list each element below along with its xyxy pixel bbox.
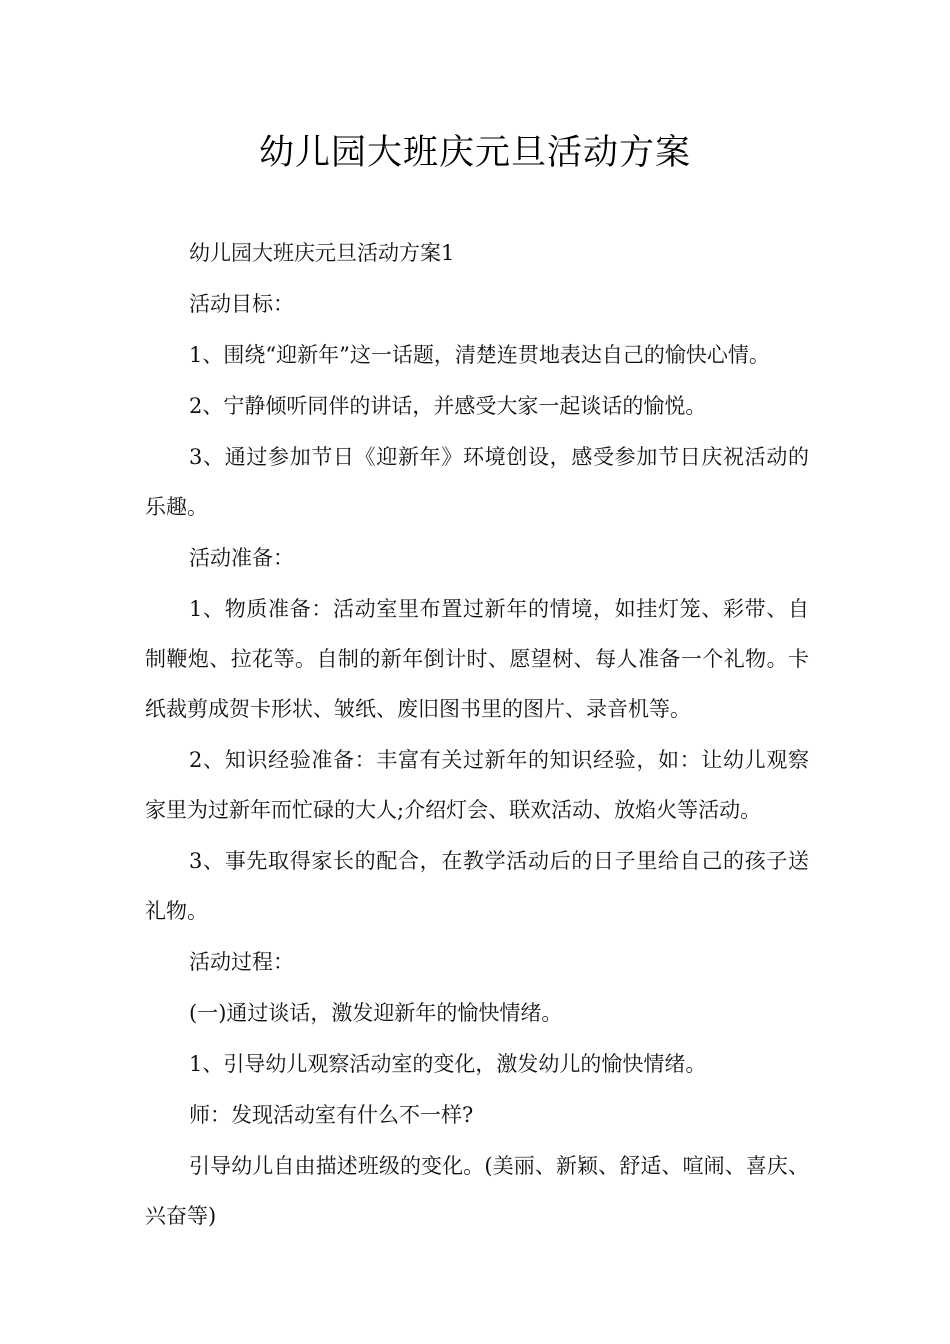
paragraph-goal-3: 3、通过参加节日《迎新年》环境创设，感受参加节日庆祝活动的乐趣。 xyxy=(145,445,809,519)
paragraph-prep-3: 3、事先取得家长的配合，在教学活动后的日子里给自己的孩子送礼物。 xyxy=(145,849,809,923)
paragraph-teacher-question: 师：发现活动室有什么不一样? xyxy=(189,1103,474,1127)
paragraph-goal-2: 2、宁静倾听同伴的讲话，并感受大家一起谈话的愉悦。 xyxy=(189,394,707,418)
paragraph-prep-2: 2、知识经验准备：丰富有关过新年的知识经验，如：让幼儿观察家里为过新年而忙碌的大人;介绍灯会、联欢活动、放焰火等活动。 xyxy=(145,748,809,822)
document-body xyxy=(145,228,809,1242)
paragraph-guide-description: 引导幼儿自由描述班级的变化。(美丽、新颖、舒适、喧闹、喜庆、兴奋等) xyxy=(145,1154,809,1228)
paragraph-subtitle: 幼儿园大班庆元旦活动方案1 xyxy=(189,241,455,265)
section-heading-preparation: 活动准备： xyxy=(189,546,294,570)
paragraph-goal-1: 1、围绕“迎新年”这一话题，清楚连贯地表达自己的愉快心情。 xyxy=(189,343,770,367)
section-heading-goals: 活动目标： xyxy=(189,292,294,316)
paragraph-prep-1: 1、物质准备：活动室里布置过新年的情境，如挂灯笼、彩带、自制鞭炮、拉花等。自制的新年倒计时、愿望树、每人准备一个礼物。卡纸裁剪成贺卡形状、皱纸、废旧图书里的图片、录音机等。 xyxy=(145,597,809,721)
paragraph-process-item-1: 1、引导幼儿观察活动室的变化，激发幼儿的愉快情绪。 xyxy=(189,1052,707,1076)
paragraph-process-step-1: (一)通过谈话，激发迎新年的愉快情绪。 xyxy=(189,1001,563,1025)
document-title: 幼儿园大班庆元旦活动方案 xyxy=(258,133,691,173)
section-heading-process: 活动过程： xyxy=(189,950,294,974)
